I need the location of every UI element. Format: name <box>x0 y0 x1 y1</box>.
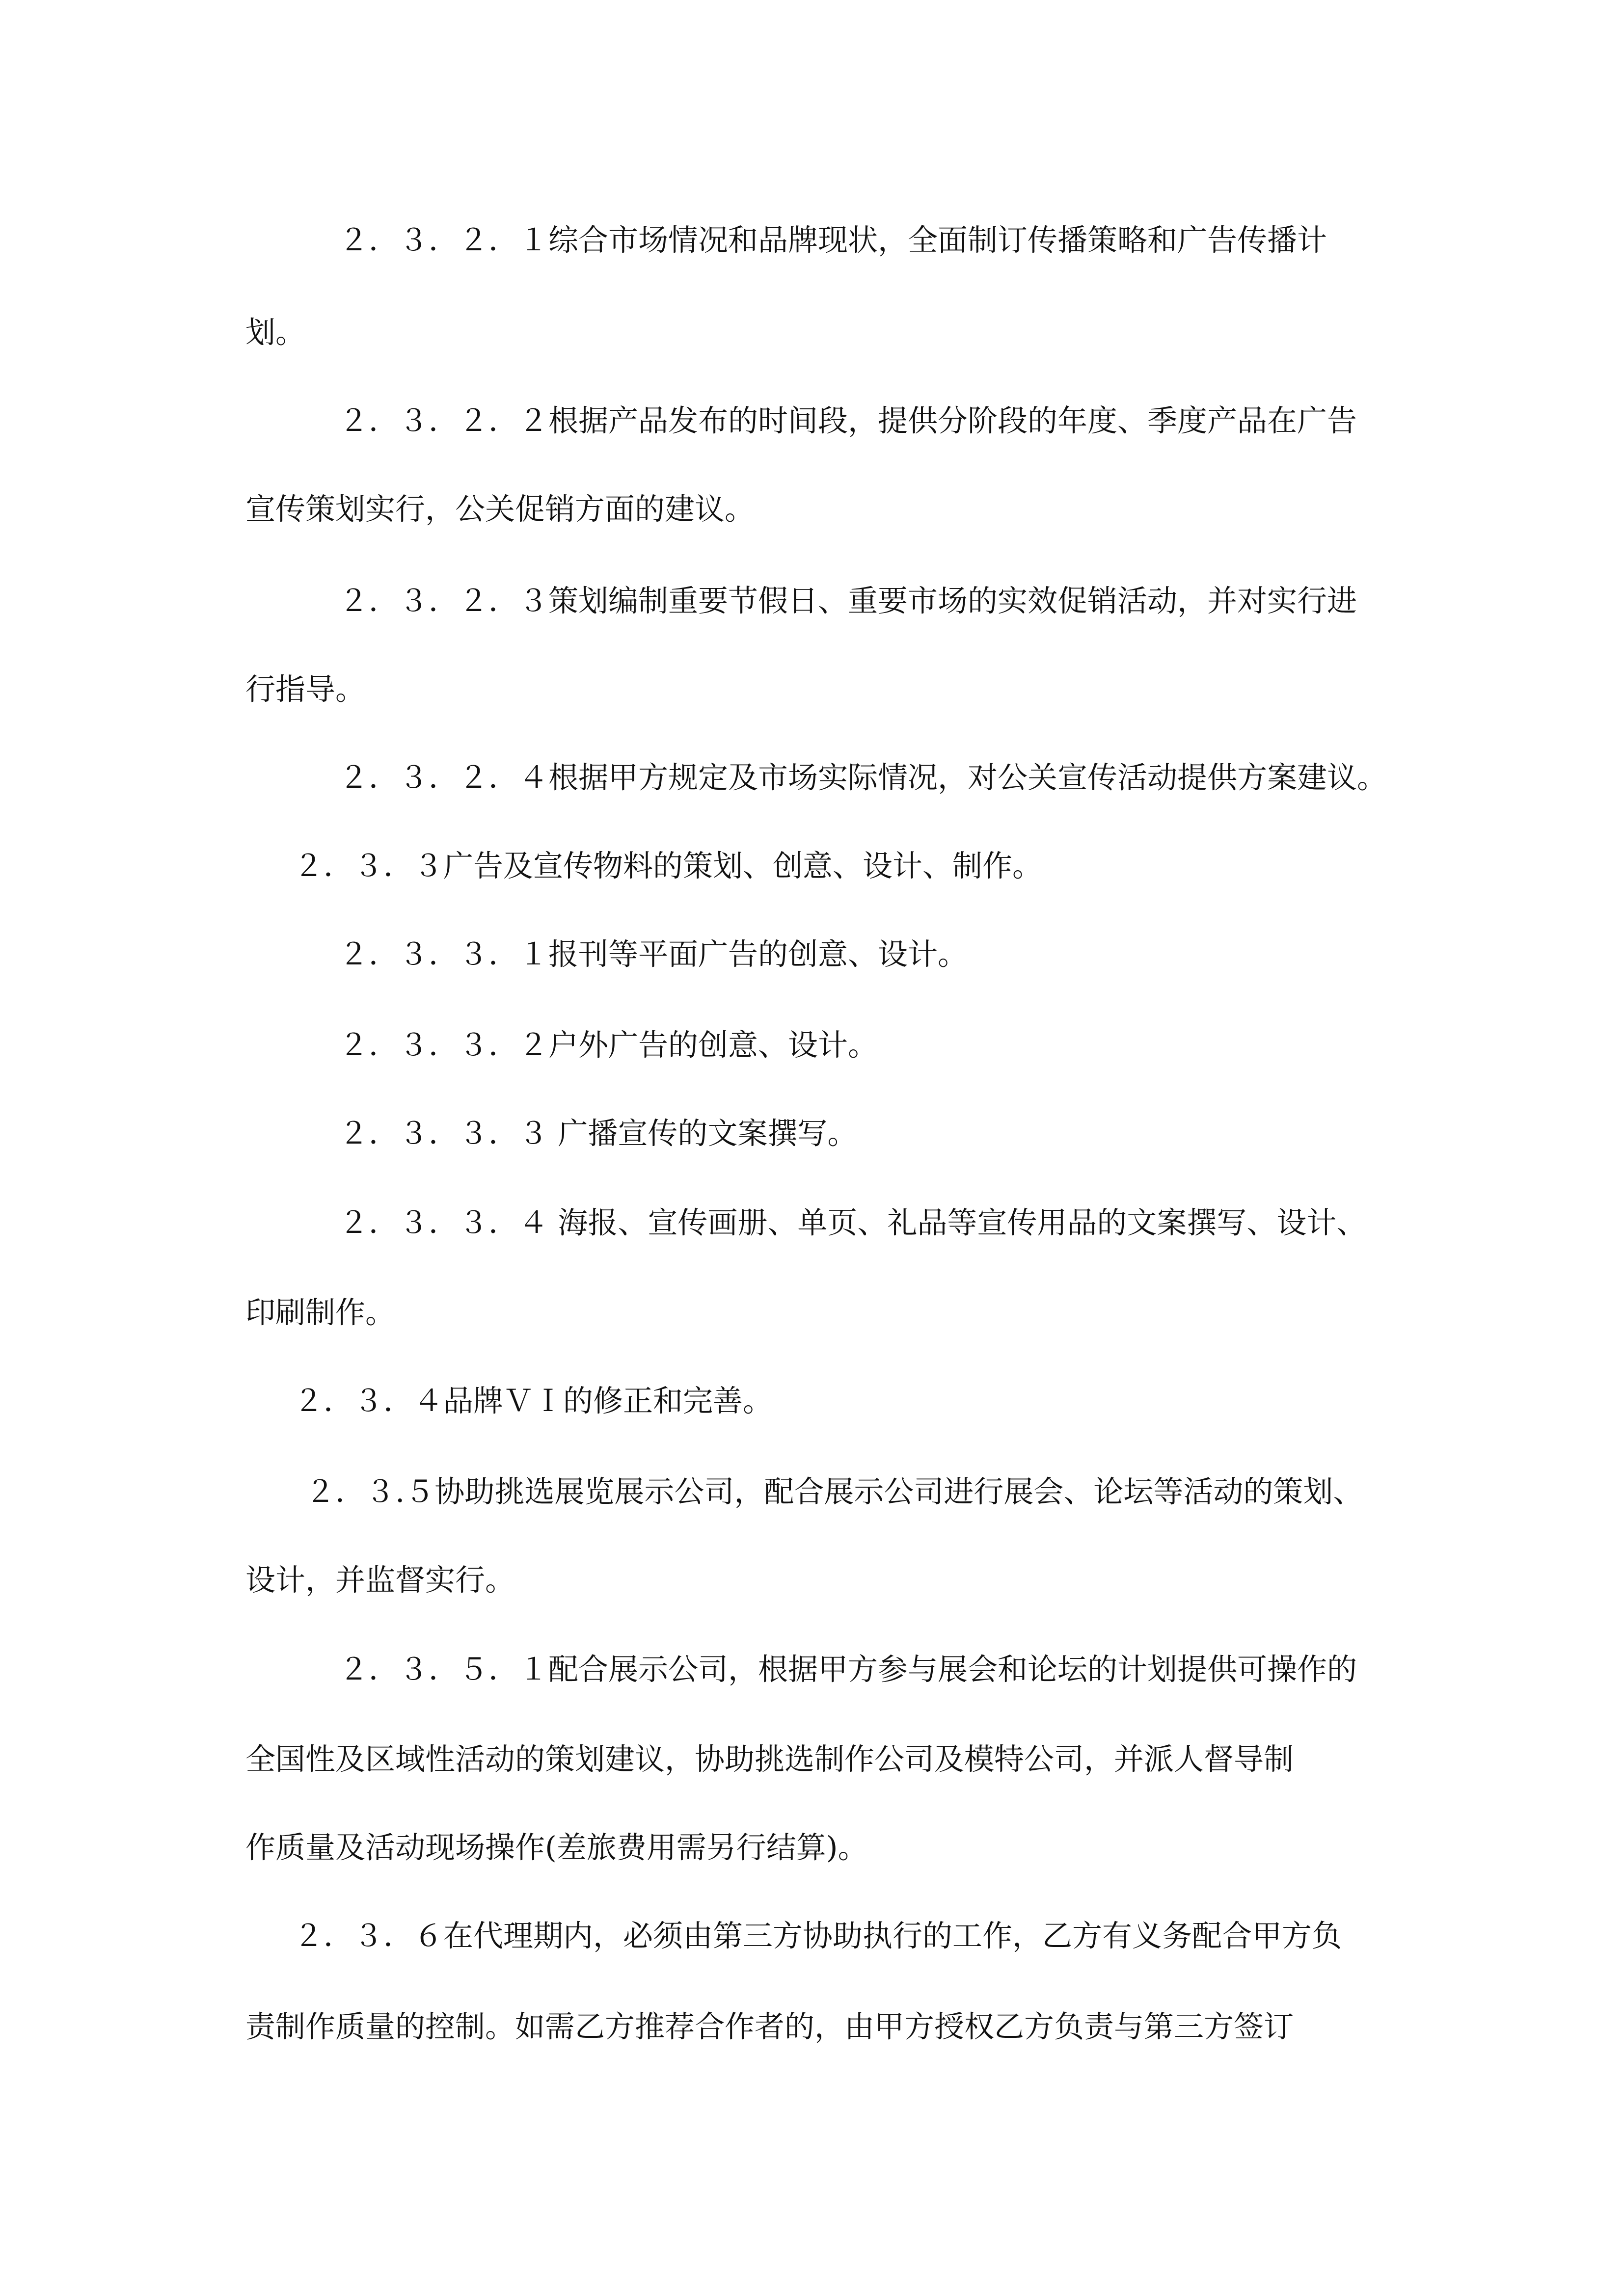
paragraph-2-3-2-3-line-1: ２．３．２．３策划编制重要节假日、重要市场的实效促销活动，并对实行进 <box>339 584 1357 618</box>
paragraph-2-3-6-line-1: ２．３．６在代理期内，必须由第三方协助执行的工作，乙方有义务配合甲方负 <box>294 1919 1342 1953</box>
paragraph-2-3-2-4-line-1: ２．３．２．４根据甲方规定及市场实际情况，对公关宣传活动提供方案建议。 <box>339 760 1387 795</box>
paragraph-2-3-3-3-line-1: ２．３．３．３ 广播宣传的文案撰写。 <box>339 1116 858 1151</box>
paragraph-2-3-5-1-line-3: 作质量及活动现场操作(差旅费用需另行结算)。 <box>245 1830 868 1865</box>
paragraph-2-3-2-3-line-2: 行指导。 <box>245 672 366 707</box>
paragraph-2-3-2-1-line-2: 划。 <box>245 315 306 350</box>
paragraph-2-3-3-4-line-1: ２．３．３．４ 海报、宣传画册、单页、礼品等宣传用品的文案撰写、设计、 <box>339 1205 1367 1240</box>
paragraph-2-3-4-line-1: ２．３．４品牌ＶＩ的修正和完善。 <box>294 1384 773 1418</box>
paragraph-2-3-5-1-line-2: 全国性及区域性活动的策划建议，协助挑选制作公司及模特公司，并派人督导制 <box>245 1742 1294 1777</box>
paragraph-2-3-3-4-line-2: 印刷制作。 <box>245 1295 396 1330</box>
paragraph-2-3-6-line-2: 责制作质量的控制。如需乙方推荐合作者的，由甲方授权乙方负责与第三方签订 <box>245 2009 1294 2044</box>
paragraph-2-3-5-1-line-1: ２．３．５．１配合展示公司，根据甲方参与展会和论坛的计划提供可操作的 <box>339 1652 1357 1687</box>
paragraph-2-3-3-line-1: ２．３．３广告及宣传物料的策划、创意、设计、制作。 <box>294 849 1043 883</box>
paragraph-2-3-2-2-line-2: 宣传策划实行，公关促销方面的建议。 <box>245 492 755 527</box>
paragraph-2-3-2-1-line-1: ２．３．２．１综合市场情况和品牌现状，全面制订传播策略和广告传播计 <box>339 223 1327 258</box>
paragraph-2-3-2-2-line-1: ２．３．２．２根据产品发布的时间段，提供分阶段的年度、季度产品在广告 <box>339 403 1357 438</box>
paragraph-2-3-5-line-2: 设计，并监督实行。 <box>245 1563 515 1598</box>
paragraph-2-3-5-line-1: ２．３.５协助挑选展览展示公司，配合展示公司进行展会、论坛等活动的策划、 <box>305 1474 1363 1509</box>
paragraph-2-3-3-2-line-1: ２．３．３．２户外广告的创意、设计。 <box>339 1028 878 1063</box>
paragraph-2-3-3-1-line-1: ２．３．３．１报刊等平面广告的创意、设计。 <box>339 937 968 972</box>
